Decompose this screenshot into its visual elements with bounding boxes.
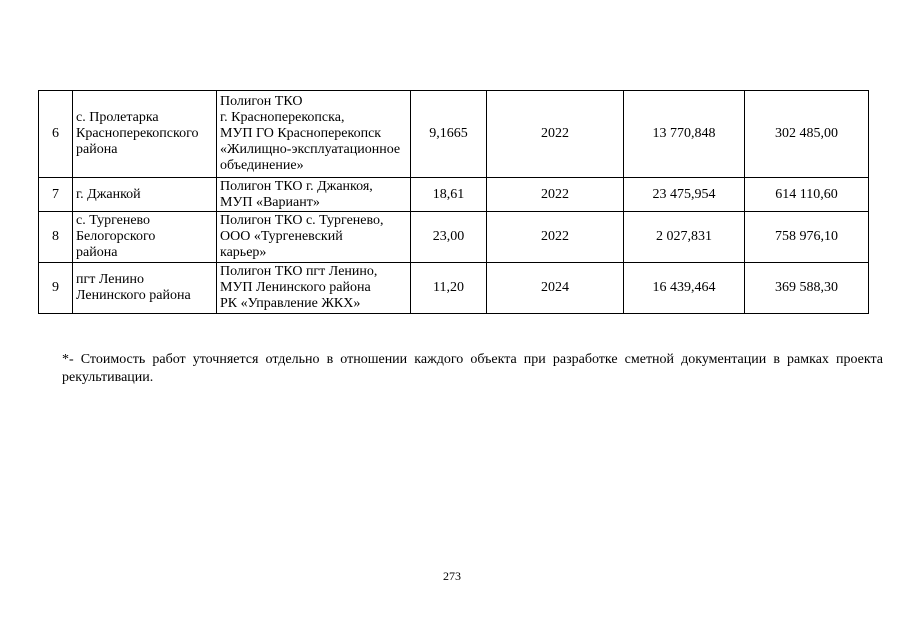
landfill-objects-table — [38, 90, 869, 314]
footnote: *- Стоимость работ уточняется отдельно в отношении каждого объекта при разработке сметной документации в рамках проекта рекультивации. — [62, 352, 883, 385]
year-cell: 2022 — [487, 178, 624, 212]
landfill-site-cell: Полигон ТКО с. Тургенево, ООО «Тургеневский карьер» — [217, 212, 411, 263]
settlement-cell: с. Пролетарка Красноперекопского района — [73, 91, 217, 178]
value1-cell: 9,1665 — [411, 91, 487, 178]
year-cell: 2022 — [487, 91, 624, 178]
value3-cell: 302 485,00 — [745, 91, 869, 178]
value1-cell: 11,20 — [411, 263, 487, 314]
row-number: 8 — [39, 212, 73, 263]
value2-cell: 13 770,848 — [624, 91, 745, 178]
table-row — [39, 263, 869, 314]
table-row — [39, 91, 869, 178]
year-cell: 2024 — [487, 263, 624, 314]
row-number: 6 — [39, 91, 73, 178]
year-cell: 2022 — [487, 212, 624, 263]
value2-cell: 16 439,464 — [624, 263, 745, 314]
settlement-cell: г. Джанкой — [73, 178, 217, 212]
value3-cell: 369 588,30 — [745, 263, 869, 314]
settlement-cell: с. Тургенево Белогорского района — [73, 212, 217, 263]
table-row — [39, 178, 869, 212]
value3-cell: 614 110,60 — [745, 178, 869, 212]
settlement-cell: пгт Ленино Ленинского района — [73, 263, 217, 314]
value1-cell: 23,00 — [411, 212, 487, 263]
landfill-site-cell: Полигон ТКО г. Джанкоя, МУП «Вариант» — [217, 178, 411, 212]
page-number: 273 — [443, 569, 461, 583]
value2-cell: 2 027,831 — [624, 212, 745, 263]
landfill-site-cell: Полигон ТКО пгт Ленино, МУП Ленинского района РК «Управление ЖКХ» — [217, 263, 411, 314]
landfill-site-cell: Полигон ТКО г. Красноперекопска, МУП ГО Красноперекопск «Жилищно-эксплуатационное объединение» — [217, 91, 411, 178]
table-row — [39, 212, 869, 263]
value1-cell: 18,61 — [411, 178, 487, 212]
row-number: 7 — [39, 178, 73, 212]
row-number: 9 — [39, 263, 73, 314]
value3-cell: 758 976,10 — [745, 212, 869, 263]
value2-cell: 23 475,954 — [624, 178, 745, 212]
